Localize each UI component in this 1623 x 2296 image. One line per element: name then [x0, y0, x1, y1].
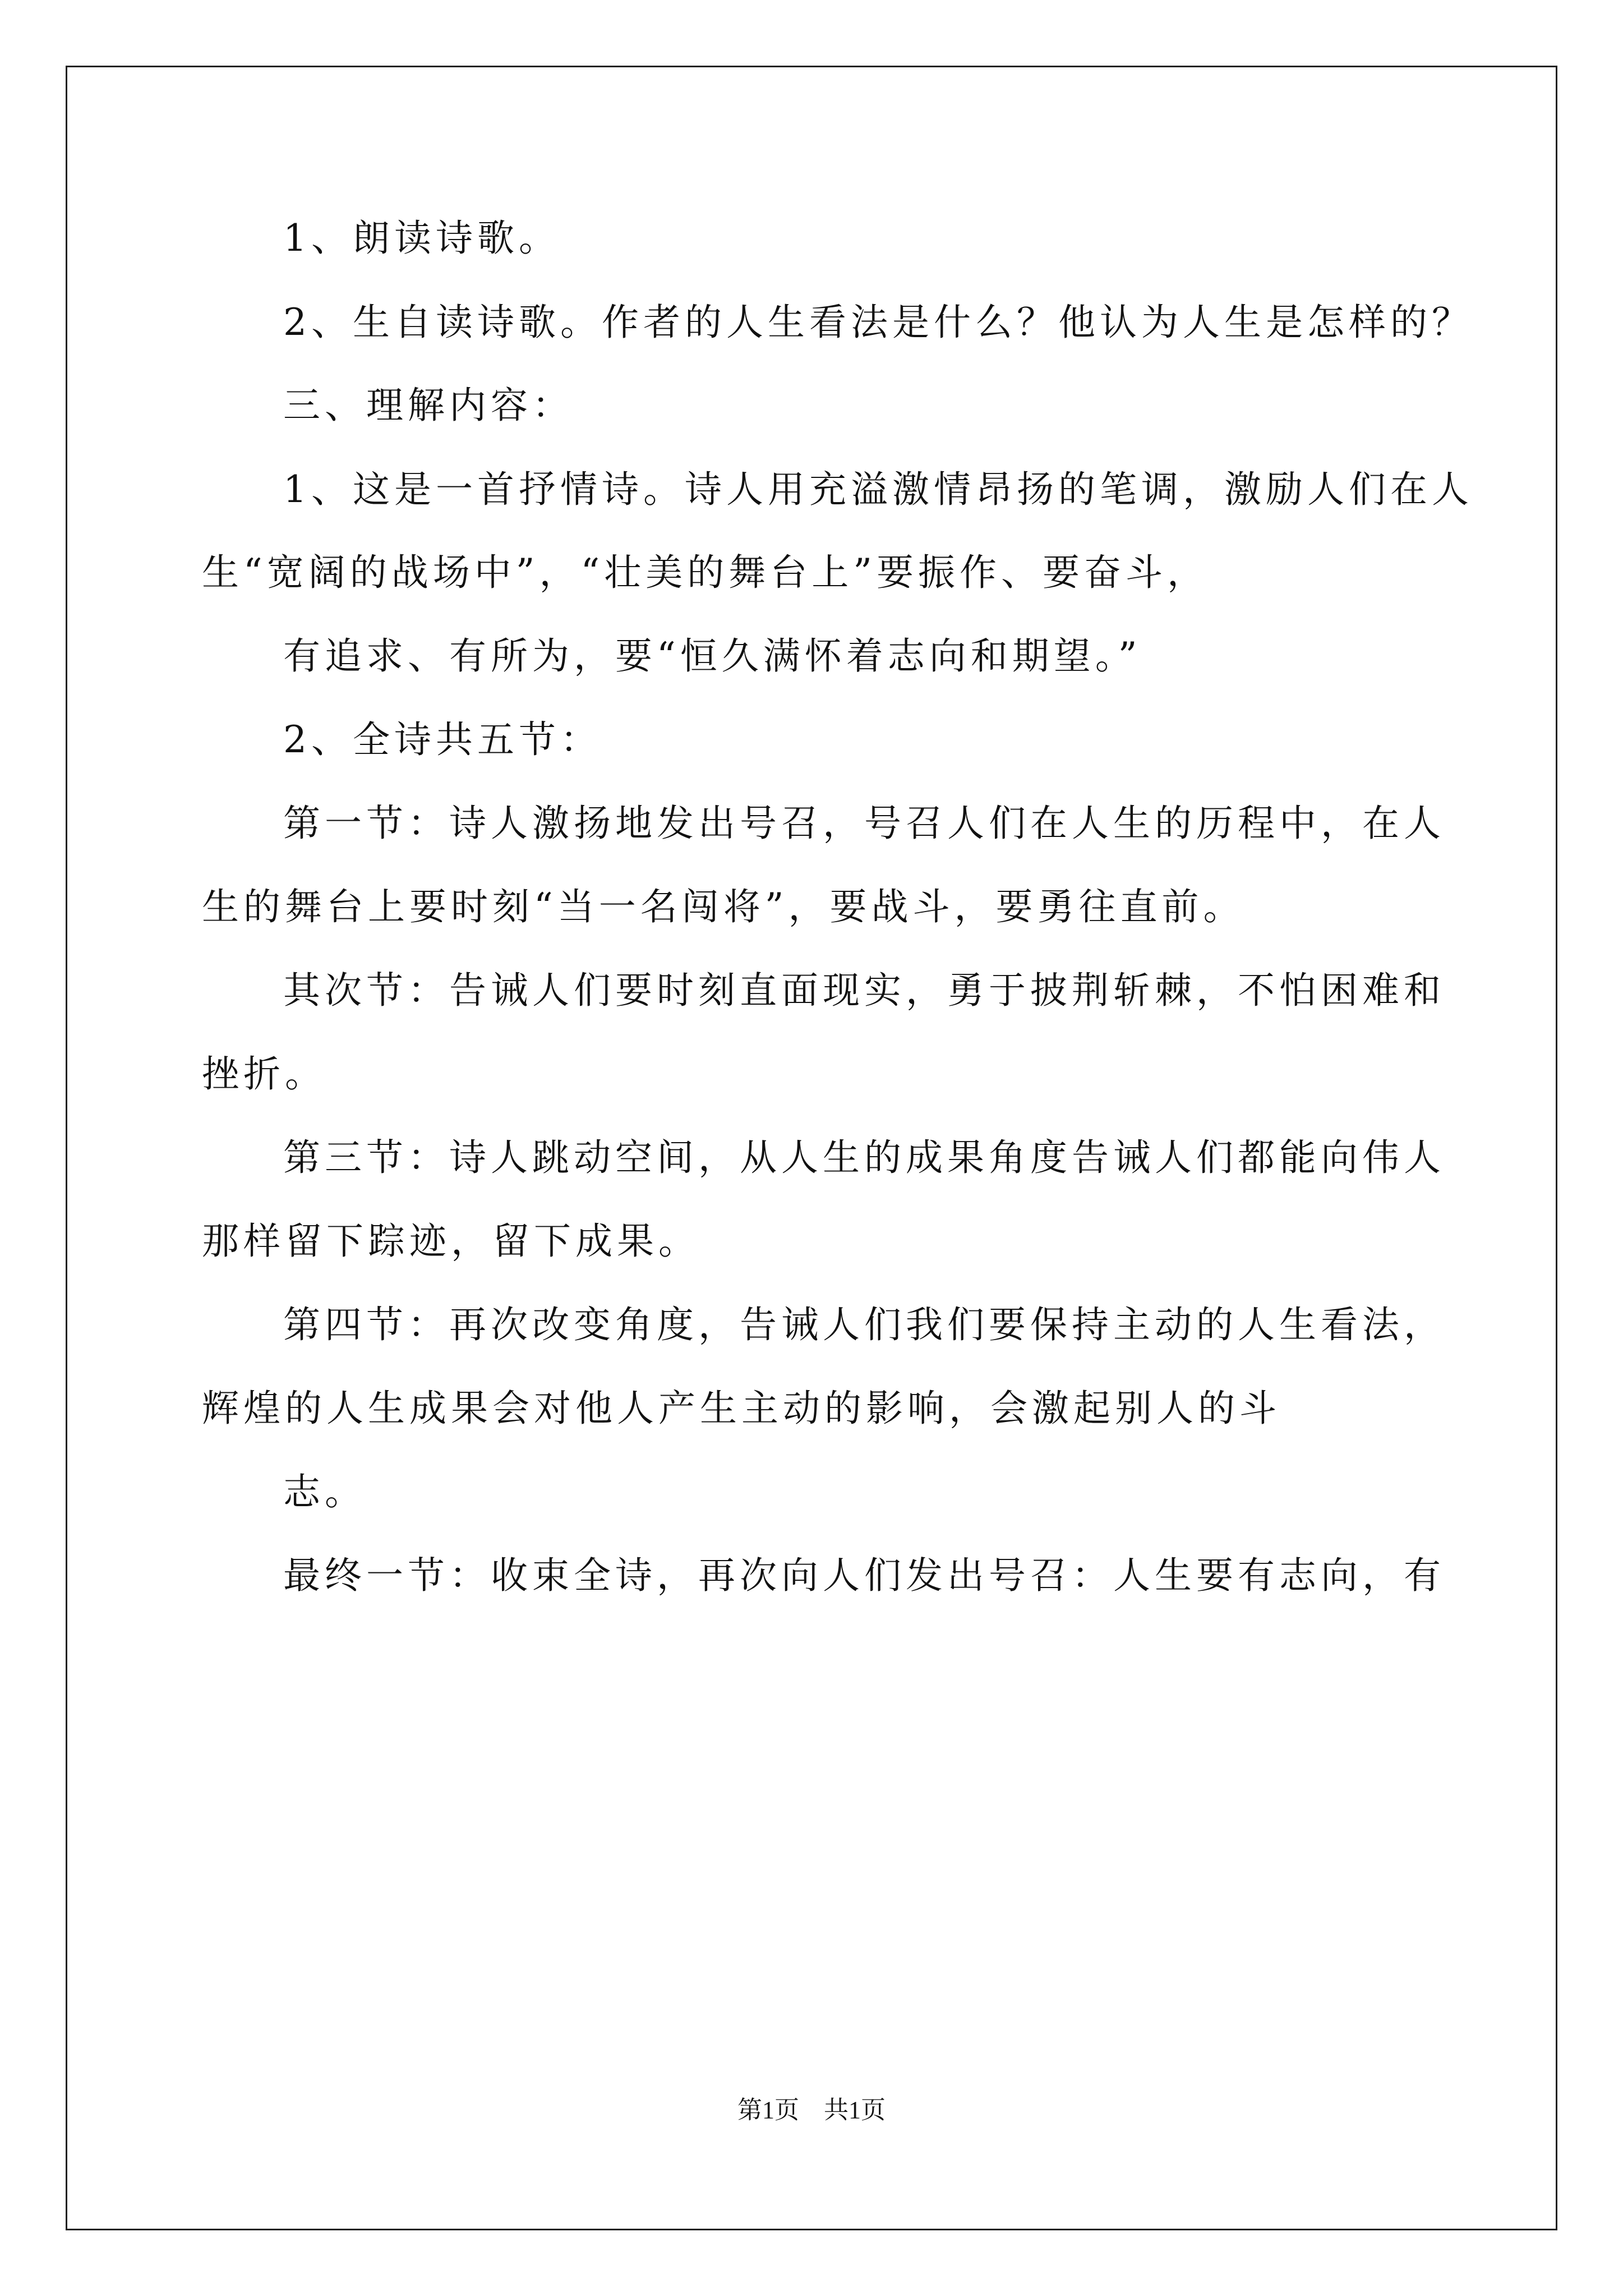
text-line: 三、理解内容：: [283, 384, 574, 427]
text-line: 挫折。: [202, 1052, 326, 1096]
text-line: 1、朗读诗歌。: [283, 217, 560, 260]
text-line: 最终一节：收束全诗，再次向人们发出号召：人生要有志向，有: [283, 1554, 1445, 1597]
text-line: 第一节：诗人激扬地发出号召，号召人们在人生的历程中，在人: [283, 802, 1445, 845]
text-line: 2、全诗共五节：: [283, 718, 602, 761]
page-number: 第1页 共1页: [737, 2096, 886, 2124]
text-line: 第三节：诗人跳动空间，从人生的成果角度告诫人们都能向伟人: [283, 1136, 1445, 1179]
text-line: 2、生自读诗歌。作者的人生看法是什么？他认为人生是怎样的？: [283, 301, 1473, 344]
text-line: 生“宽阔的战场中”，“壮美的舞台上”要振作、要奋斗，: [202, 551, 1209, 594]
text-line: 其次节：告诫人们要时刻直面现实，勇于披荆斩棘，不怕困难和: [283, 969, 1445, 1012]
text-line: 1、这是一首抒情诗。诗人用充溢激情昂扬的笔调，激励人们在人: [283, 468, 1473, 511]
text-line: 生的舞台上要时刻“当一名闯将”，要战斗，要勇往直前。: [202, 885, 1245, 928]
text-line: 那样留下踪迹，留下成果。: [202, 1220, 700, 1263]
text-line: 第四节：再次改变角度，告诫人们我们要保持主动的人生看法，: [283, 1303, 1445, 1346]
text-line: 辉煌的人生成果会对他人产生主动的影响，会激起别人的斗: [202, 1387, 1281, 1430]
text-line: 志。: [283, 1470, 366, 1513]
text-line: 有追求、有所为，要“恒久满怀着志向和期望。”: [283, 634, 1142, 678]
